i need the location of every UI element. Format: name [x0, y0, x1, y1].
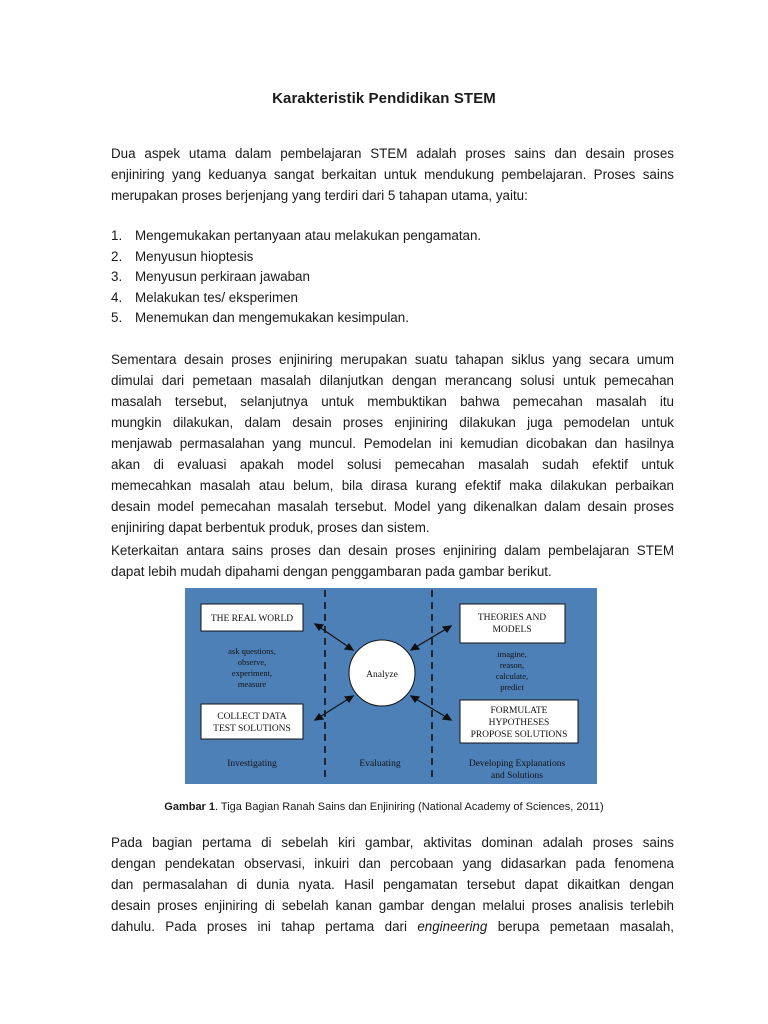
- list-text: Menyusun perkiraan jawaban: [135, 269, 310, 284]
- paragraph-line: Pada bagian pertama di sebelah kiri gambar, aktivitas dominan adalah proses sains: [111, 835, 674, 850]
- paragraph-line: enjiniring dapat berbentuk produk, proses dan sistem.: [111, 520, 430, 535]
- box-formulate-line: FORMULATE: [490, 706, 548, 716]
- list-number: 1.: [111, 228, 123, 243]
- paragraph-line: dan permasalahan di dunia nyata. Hasil pengamatan tersebut dapat dikaitkan dengan: [111, 877, 674, 892]
- box-real-world-label: THE REAL WORLD: [210, 614, 294, 624]
- left-note: experiment,: [231, 668, 273, 678]
- stem-figure: [185, 588, 597, 784]
- list-text: Menyusun hioptesis: [135, 248, 254, 264]
- label-developing-line: and Solutions: [491, 771, 543, 781]
- left-note: observe,: [237, 657, 267, 667]
- caption-text: . Tiga Bagian Ranah Sains dan Enjiniring (National Academy of Sciences, 2011): [215, 801, 604, 813]
- list-number: 5.: [111, 310, 123, 325]
- list-item: [111, 247, 481, 268]
- list-item: [111, 267, 481, 288]
- paragraph-line: dapat lebih mudah dipahami dengan penggambaran pada gambar berikut.: [111, 564, 552, 579]
- paragraph-4: [111, 832, 674, 937]
- list-text: Mengemukakan pertanyaan atau melakukan pengamatan.: [135, 228, 482, 243]
- paragraph-line: Sementara desain proses enjiniring merupakan suatu tahapan siklus yang secara umum: [111, 352, 674, 367]
- paragraph-line: Dua aspek utama dalam pembelajaran STEM adalah proses sains dan desain proses: [111, 146, 674, 161]
- italic-term: engineering: [417, 919, 488, 934]
- paragraph-line: mungkin dilakukan, dalam desain proses enjiniring dilakukan juga pemodelan untuk: [111, 415, 674, 430]
- text-run: berupa pemetaan masalah,: [487, 919, 675, 934]
- stem-diagram: [185, 588, 597, 784]
- paragraph-1: [111, 143, 674, 206]
- text-run: dahulu. Pada proses ini tahap pertama dari: [111, 919, 418, 934]
- box-formulate-line: PROPOSE SOLUTIONS: [470, 730, 568, 740]
- box-theories-line: MODELS: [492, 625, 532, 635]
- paragraph-3: [111, 540, 674, 582]
- paragraph-line: desain model pemecahan masalah tersebut. Model yang dikenalkan dalam desain proses: [111, 499, 674, 514]
- paragraph-line: menjawab permasalahan yang muncul. Pemodelan ini kemudian dicobakan dan hasilnya: [111, 436, 674, 451]
- list-number: 3.: [111, 269, 123, 284]
- paragraph-line: enjiniring yang keduanya sangat berkaitan untuk mendukung pembelajaran. Proses sains: [111, 167, 674, 182]
- left-note: ask questions,: [228, 646, 276, 656]
- paragraph-2: [111, 349, 674, 538]
- list-number: 4.: [111, 289, 123, 305]
- paragraph-line: merupakan proses berjenjang yang terdiri dari 5 tahapan utama, yaitu:: [111, 188, 528, 203]
- box-collect-line: TEST SOLUTIONS: [213, 724, 291, 734]
- analyze-label: Analyze: [366, 670, 398, 680]
- paragraph-line: masalah tersebut, selanjutnya untuk membuktikan bahwa pemecahan masalah itu: [111, 394, 674, 409]
- label-investigating: Investigating: [227, 759, 277, 769]
- box-formulate-line: HYPOTHESES: [488, 718, 550, 728]
- right-note: imagine,: [497, 649, 527, 659]
- figure-caption: [0, 801, 768, 813]
- numbered-list: [111, 226, 481, 329]
- paragraph-line: dimulai dari pemetaan masalah dilanjutkan dengan merancang solusi untuk pemecahan: [111, 373, 674, 388]
- right-note: predict: [500, 682, 524, 692]
- paragraph-line-last: [111, 916, 674, 937]
- paragraph-line: Keterkaitan antara sains proses dan desain proses enjiniring dalam pembelajaran STEM: [111, 543, 674, 558]
- box-collect-line: COLLECT DATA: [217, 712, 287, 722]
- paragraph-line: akan di evaluasi apakah model solusi pemecahan masalah sudah efektif untuk: [111, 457, 674, 472]
- box-theories-line: THEORIES AND: [477, 613, 547, 623]
- box-theories: [460, 604, 565, 643]
- list-item: [111, 288, 481, 309]
- paragraph-line: dengan pendekatan observasi, inkuiri dan percobaan yang didasarkan pada fenomena: [111, 856, 674, 871]
- list-number: 2.: [111, 248, 123, 264]
- paragraph-line: memecahkan masalah atau belum, bila dirasa kurang efektif maka dilakukan perbaikan: [111, 478, 674, 493]
- left-note: measure: [237, 679, 267, 689]
- list-item: [111, 308, 481, 329]
- list-item: [111, 226, 481, 247]
- right-note: reason,: [499, 660, 525, 670]
- label-evaluating: Evaluating: [359, 759, 401, 769]
- label-developing-line: Developing Explanations: [468, 759, 566, 769]
- caption-label: Gambar 1: [164, 801, 216, 813]
- page-title: Karakteristik Pendidikan STEM: [272, 90, 496, 107]
- paragraph-line: desain proses enjiniring di sebelah kanan gambar dengan melalui proses analisis terlebih: [111, 898, 674, 913]
- list-text: Menemukan dan mengemukakan kesimpulan.: [135, 310, 409, 325]
- list-text: Melakukan tes/ eksperimen: [135, 289, 298, 305]
- right-note: calculate,: [495, 671, 529, 681]
